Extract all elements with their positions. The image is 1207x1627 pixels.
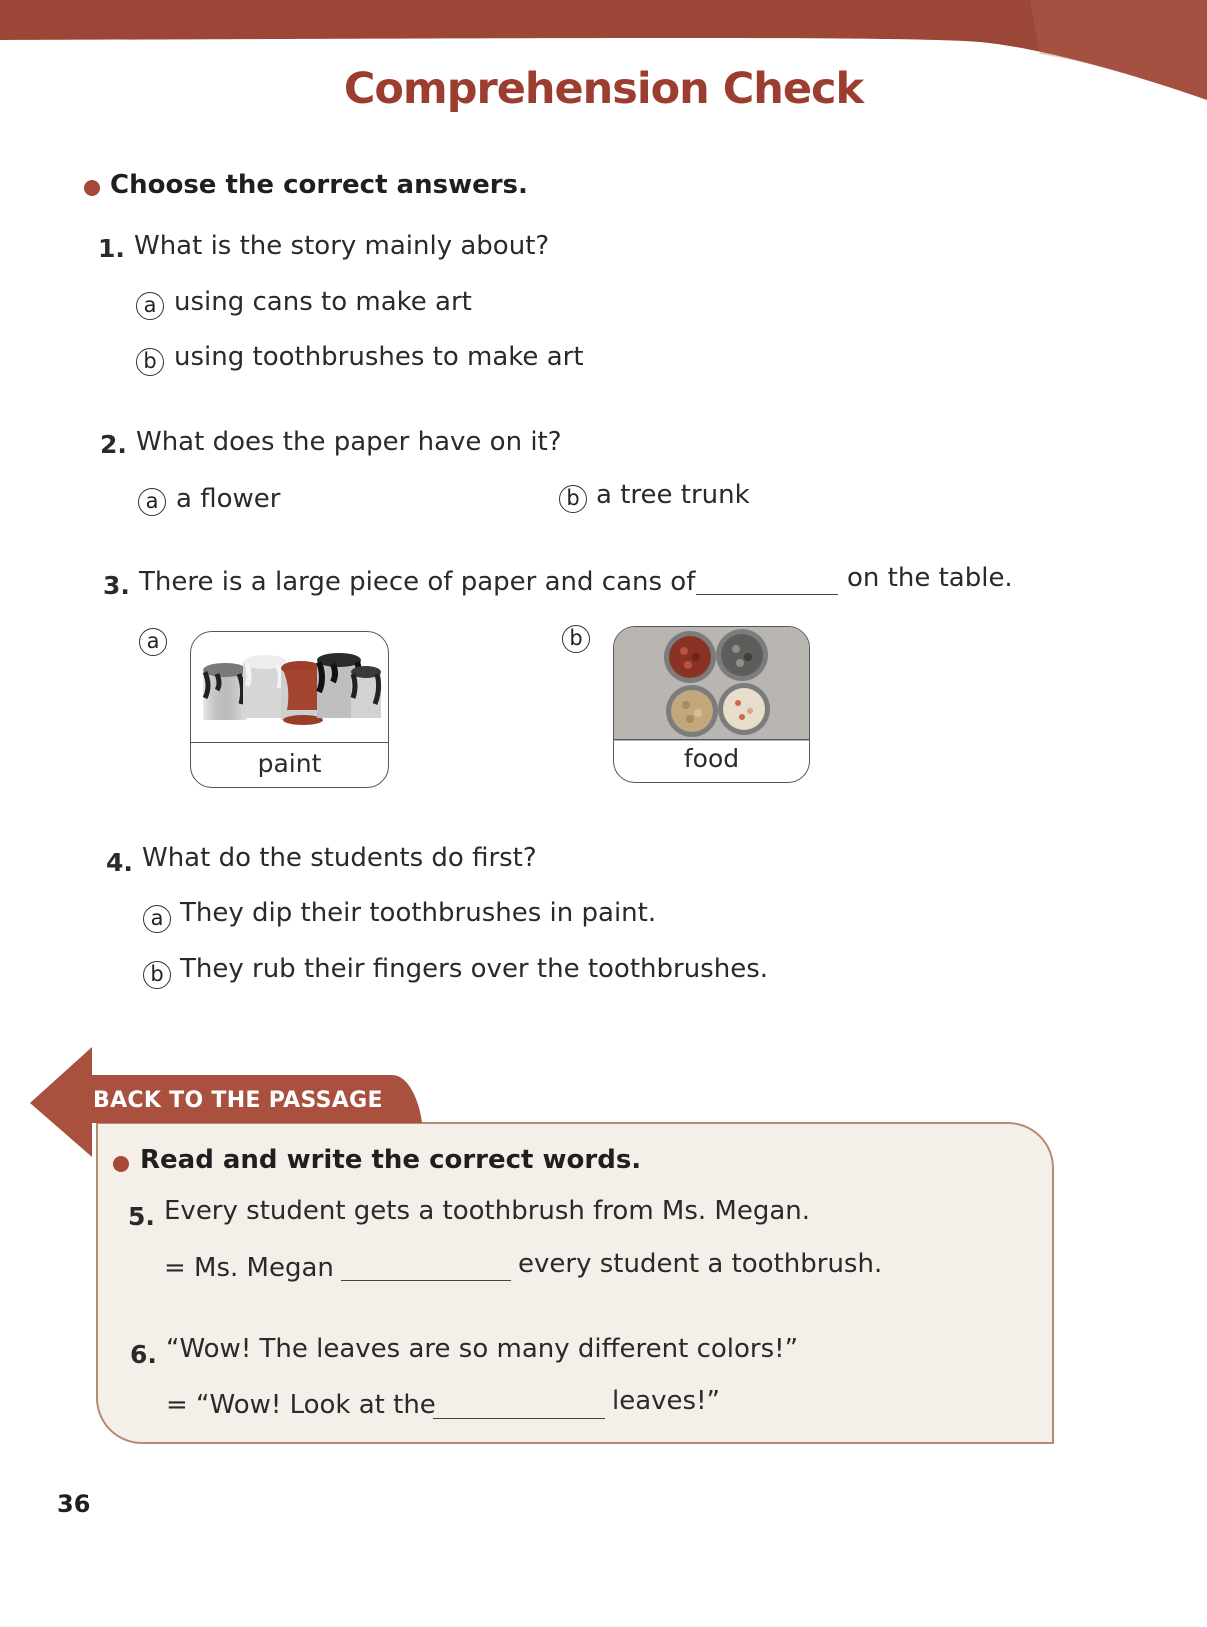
question-5-sentence: Every student gets a toothbrush from Ms. Megan. [164, 1196, 811, 1226]
food-cans-icon [614, 627, 810, 741]
paint-cans-picture [191, 632, 388, 744]
question-6-blank[interactable] [433, 1418, 605, 1419]
q2-option-b-marker[interactable]: b [559, 485, 587, 513]
question-5-number: 5. [128, 1202, 155, 1231]
page-number: 36 [57, 1490, 91, 1518]
q3-option-a-caption: paint [191, 742, 388, 787]
q3-option-a-card[interactable] [190, 631, 389, 788]
question-5-blank[interactable] [341, 1280, 511, 1281]
q4-option-a-text[interactable]: They dip their toothbrushes in paint. [180, 898, 657, 928]
question-5-rewrite-after: every student a toothbrush. [518, 1249, 883, 1279]
question-1-number: 1. [98, 234, 125, 263]
paint-cans-icon [191, 632, 389, 744]
question-6-sentence: “Wow! The leaves are so many different colors!” [166, 1334, 799, 1364]
q3-option-b-caption: food [614, 739, 809, 782]
q2-option-b-text[interactable]: a tree trunk [596, 480, 750, 510]
q4-option-b-text[interactable]: They rub their fingers over the toothbrushes. [180, 954, 769, 984]
question-2-number: 2. [100, 430, 127, 459]
q1-option-a-marker[interactable]: a [136, 292, 164, 320]
q3-option-b-card[interactable] [613, 626, 810, 783]
question-2-text: What does the paper have on it? [136, 427, 562, 457]
question-6-number: 6. [130, 1340, 157, 1369]
q2-option-a-text[interactable]: a flower [176, 484, 281, 514]
question-3-text-after: on the table. [847, 563, 1013, 593]
section1-instruction: Choose the correct answers. [110, 170, 528, 200]
question-1-text: What is the story mainly about? [134, 231, 550, 261]
instruction-bullet [84, 180, 100, 196]
question-3-number: 3. [103, 571, 130, 600]
question-3-text-before: There is a large piece of paper and cans of [139, 567, 696, 597]
q3-option-a-marker[interactable]: a [139, 628, 167, 656]
q1-option-b-marker[interactable]: b [136, 348, 164, 376]
q4-option-a-marker[interactable]: a [143, 905, 171, 933]
q1-option-b-text[interactable]: using toothbrushes to make art [174, 342, 584, 372]
section2-instruction: Read and write the correct words. [140, 1145, 642, 1175]
question-4-number: 4. [106, 848, 133, 877]
q4-option-b-marker[interactable]: b [143, 961, 171, 989]
question-4-text: What do the students do first? [142, 843, 537, 873]
question-3-blank[interactable] [696, 594, 838, 595]
q2-option-a-marker[interactable]: a [138, 488, 166, 516]
q3-option-b-marker[interactable]: b [562, 625, 590, 653]
page-title: Comprehension Check [343, 64, 864, 114]
food-cans-picture [614, 627, 809, 741]
question-6-rewrite-after: leaves!” [612, 1386, 720, 1416]
back-to-passage-label: BACK TO THE PASSAGE [93, 1088, 383, 1113]
instruction-bullet [113, 1156, 129, 1172]
question-6-rewrite-before: = “Wow! Look at the [166, 1390, 436, 1420]
question-5-rewrite-before: = Ms. Megan [164, 1253, 334, 1283]
q1-option-a-text[interactable]: using cans to make art [174, 287, 472, 317]
